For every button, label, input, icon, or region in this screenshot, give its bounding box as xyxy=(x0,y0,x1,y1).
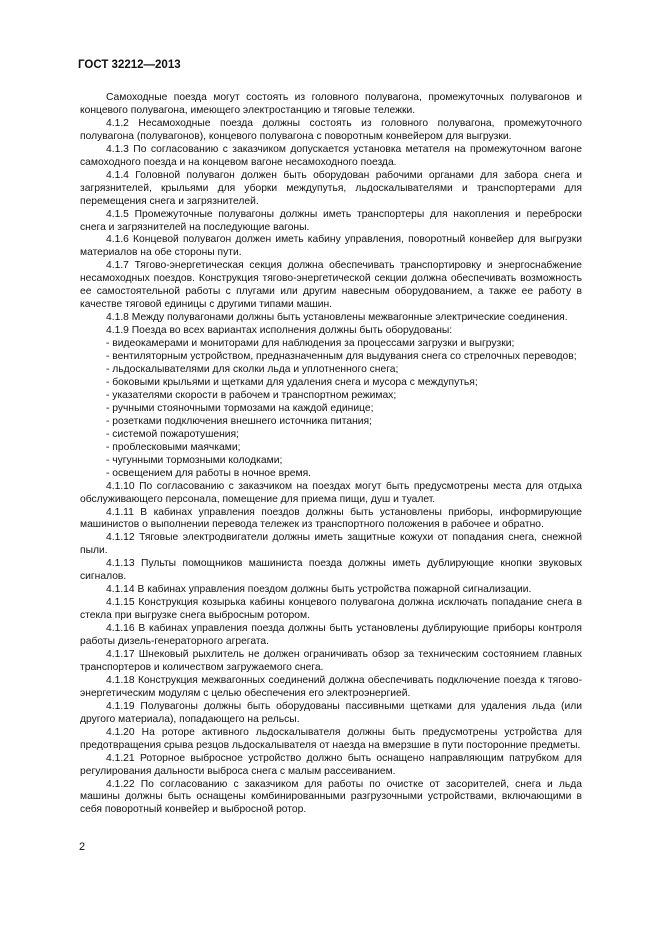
list-item: - системой пожаротушения; xyxy=(106,428,239,440)
paragraph: 4.1.6 Концевой полувагон должен иметь кабину управления, поворотный конвейер для выгрузки материалов на обе стороны пути. xyxy=(80,234,582,259)
paragraph: 4.1.21 Роторное выбросное устройство должно быть оснащено направляющим патрубком для регулирования дальности выброса снега с малым рассеиванием. xyxy=(80,752,582,777)
list-item: - освещением для работы в ночное время. xyxy=(106,467,312,479)
list-item: - проблесковыми маячками; xyxy=(106,441,241,453)
paragraph: 4.1.10 По согласованию с заказчиком на поездах могут быть предусмотрены места для отдыха обслуживающего персонала, помещение для приема пищи, душ и туалет. xyxy=(80,480,582,505)
paragraph: Самоходные поезда могут состоять из головного полувагона, промежуточных полувагонов и концевого полувагона, имеющего электростанцию и тяговые тележки. xyxy=(80,92,582,116)
list-item: - указателями скорости в рабочем и транспортном режимах; xyxy=(106,389,397,401)
document-header: ГОСТ 32212—2013 xyxy=(78,59,181,71)
paragraph: 4.1.20 На роторе активного льдоскалывателя должны быть предусмотрены устройства для предотвращения срыва резцов льдоскалывателя от наезда на вмерзшие в пути посторонние предметы. xyxy=(80,726,582,751)
list-item: - ручными стояночными тормозами на каждой единице; xyxy=(106,402,374,414)
paragraph: 4.1.18 Конструкция межвагонных соединений должна обеспечивать подключение поезда к тягово-энергетическим модулям с целью обеспечения его электроэнергией. xyxy=(80,674,582,699)
paragraph: 4.1.17 Шнековый рыхлитель не должен ограничивать обзор за техническим состоянием главных транспортеров и количеством загружаемого снега. xyxy=(80,648,582,673)
paragraph: 4.1.5 Промежуточные полувагоны должны иметь транспортеры для накопления и переброски снега и загрязнителей на последующие вагоны. xyxy=(80,208,582,233)
list-item: - льдоскалывателями для сколки льда и уплотненного снега; xyxy=(106,364,399,376)
list-item: - розетками подключения внешнего источника питания; xyxy=(106,415,372,427)
list-item: - боковыми крыльями и щетками для удаления снега и мусора с междупутья; xyxy=(106,376,478,388)
paragraph: 4.1.8 Между полувагонами должны быть установлены межвагонные электрические соединения. xyxy=(106,312,568,324)
paragraph: 4.1.12 Тяговые электродвигатели должны иметь защитные кожухи от попадания снега, снежной пыли. xyxy=(80,532,582,557)
paragraph: 4.1.19 Полувагоны должны быть оборудованы пассивными щетками для удаления льда (или другого материала), попадающего на рельсы. xyxy=(80,700,582,725)
paragraph: 4.1.22 По согласованию с заказчиком для работы по очистке от засорителей, снега и льда машины должны быть оснащены комбинированными разгрузочными устройствами, включающими в себя поворотный конвейер и выбросной ротор. xyxy=(80,778,582,816)
paragraph: 4.1.15 Конструкция козырька кабины концевого полувагона должна исключать попадание снега в стекла при выгрузке снега выбросным ротором. xyxy=(80,597,582,622)
document-body xyxy=(80,92,582,817)
paragraph: 4.1.11 В кабинах управления поездов должны быть установлены приборы, информирующие машинистов о выполнении перевода тележек из транспортного положения в рабочее и обратно. xyxy=(80,506,582,531)
paragraph: 4.1.7 Тягово-энергетическая секция должна обеспечивать транспортировку и энергоснабжение несамоходных поездов. Конструкция тягово-энергетической секции должна обеспечивать возможность ее самостоятельной работы с плугами или другим навесным оборудованием, а также ее работу в качестве тяговой единицы с другими типами машин. xyxy=(80,260,582,311)
list-item: - видеокамерами и мониторами для наблюдения за процессами загрузки и выгрузки; xyxy=(106,338,515,350)
paragraph: 4.1.16 В кабинах управления поезда должны быть установлены дублирующие приборы контроля работы дизель-генераторного агрегата. xyxy=(80,623,582,648)
list-item: - вентиляторным устройством, предназначенным для выдувания снега со стрелочных переводов; xyxy=(106,351,577,363)
paragraph: 4.1.4 Головной полувагон должен быть оборудован рабочими органами для забора снега и загрязнителей, крыльями для уборки междупутья, льдоскалывателями и транспортерами для перемещения снега и загрязнителей. xyxy=(80,169,582,207)
paragraph: 4.1.9 Поезда во всех вариантах исполнения должны быть оборудованы: xyxy=(106,325,453,337)
paragraph: 4.1.3 По согласованию с заказчиком допускается установка метателя на промежуточном вагоне самоходного поезда и на концевом вагоне несамоходного поезда. xyxy=(80,143,582,168)
page-number: 2 xyxy=(79,841,86,853)
paragraph: 4.1.14 В кабинах управления поездом должны быть устройства пожарной сигнализации. xyxy=(106,584,532,596)
paragraph: 4.1.2 Несамоходные поезда должны состоять из головного полувагона, промежуточного полувагона (полувагонов), концевого полувагона с поворотным конвейером для выгрузки. xyxy=(80,117,582,142)
list-item: - чугунными тормозными колодками; xyxy=(106,454,283,466)
paragraph: 4.1.13 Пульты помощников машиниста поезда должны иметь дублирующие кнопки звуковых сигналов. xyxy=(80,558,582,583)
